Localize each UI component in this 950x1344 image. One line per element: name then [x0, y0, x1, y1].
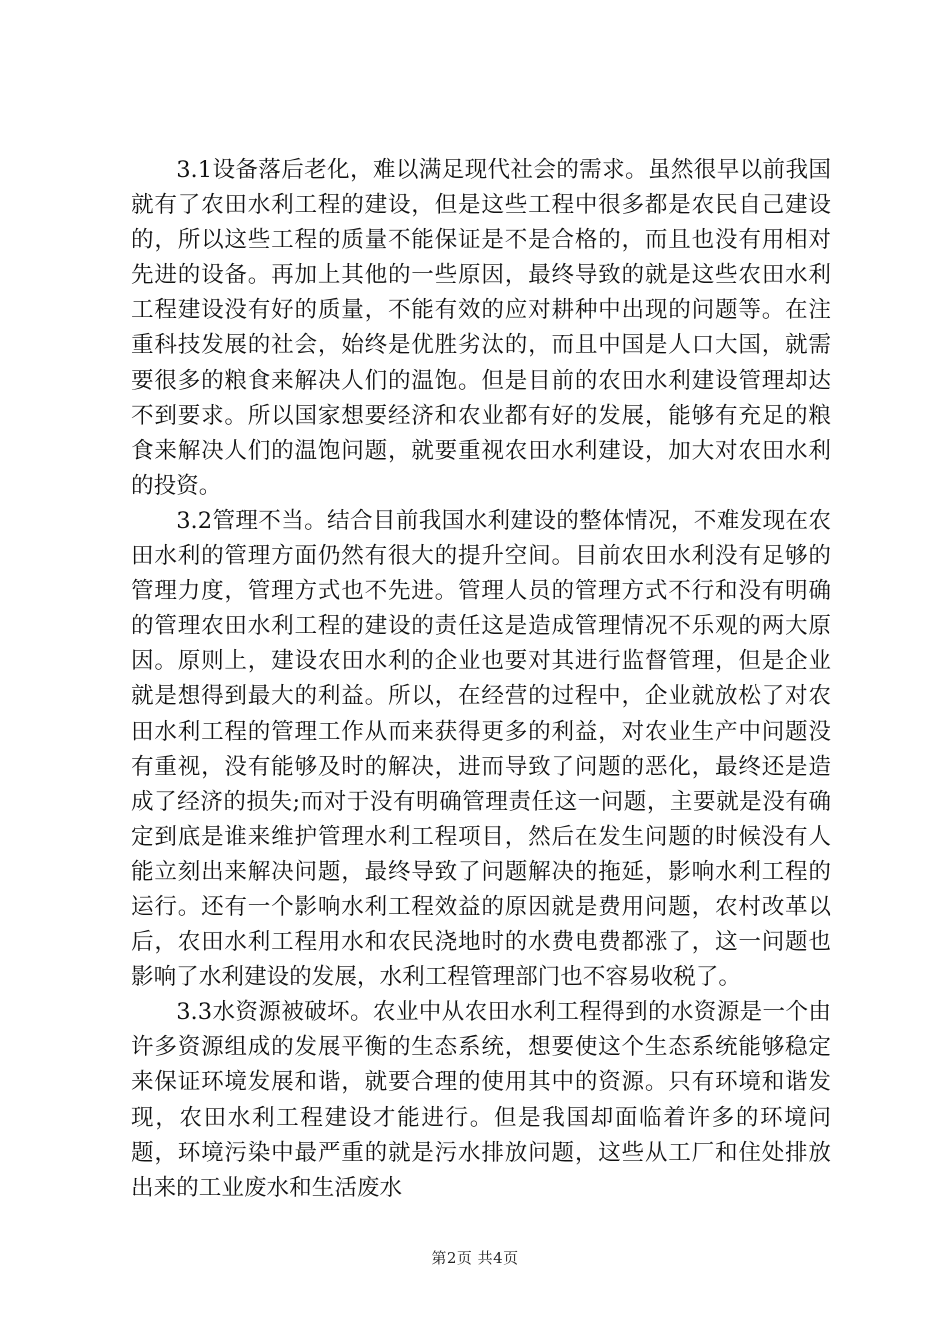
paragraph-3-1: 3.1设备落后老化，难以满足现代社会的需求。虽然很早以前我国就有了农田水利工程的建设，但是这些工程中很多都是农民自己建设的，所以这些工程的质量不能保证是不是合格的，而且也没有用相对先进的设备。再加上其他的一些原因，最终导致的就是这些农田水利工程建设没有好的质量，不能有效的应对耕种中出现的问题等。在注重科技发展的社会，始终是优胜劣汰的，而且中国是人口大国，就需要很多的粮食来解决人们的温饱。但是目前的农田水利建设管理却达不到要求。所以国家想要经济和农业都有好的发展，能够有充足的粮食来解决人们的温饱问题，就要重视农田水利建设，加大对农田水利的投资。 — [131, 157, 831, 499]
page-number-footer: 第2页 共4页 — [431, 1249, 519, 1267]
document-body — [131, 153, 831, 1206]
paragraph-3-3: 3.3水资源被破坏。农业中从农田水利工程得到的水资源是一个由许多资源组成的发展平衡的生态系统，想要使这个生态系统能够稳定来保证环境发展和谐，就要合理的使用其中的资源。只有环境和谐发现，农田水利工程建设才能进行。但是我国却面临着许多的环境问题，环境污染中最严重的就是污水排放问题，这些从工厂和住处排放出来的工业废水和生活废水 — [131, 999, 831, 1201]
paragraph-3-2: 3.2管理不当。结合目前我国水利建设的整体情况，不难发现在农田水利的管理方面仍然有很大的提升空间。目前农田水利没有足够的管理力度，管理方式也不先进。管理人员的管理方式不行和没有明确的管理农田水利工程的建设的责任这是造成管理情况不乐观的两大原因。原则上，建设农田水利的企业也要对其进行监督管理，但是企业就是想得到最大的利益。所以，在经营的过程中，企业就放松了对农田水利工程的管理工作从而来获得更多的利益，对农业生产中问题没有重视，没有能够及时的解决，进而导致了问题的恶化，最终还是造成了经济的损失;而对于没有明确管理责任这一问题，主要就是没有确定到底是谁来维护管理水利工程项目，然后在发生问题的时候没有人能立刻出来解决问题，最终导致了问题解决的拖延，影响水利工程的运行。还有一个影响水利工程效益的原因就是费用问题，农村改革以后，农田水利工程用水和农民浇地时的水费电费都涨了，这一问题也影响了水利建设的发展，水利工程管理部门也不容易收税了。 — [131, 507, 831, 991]
